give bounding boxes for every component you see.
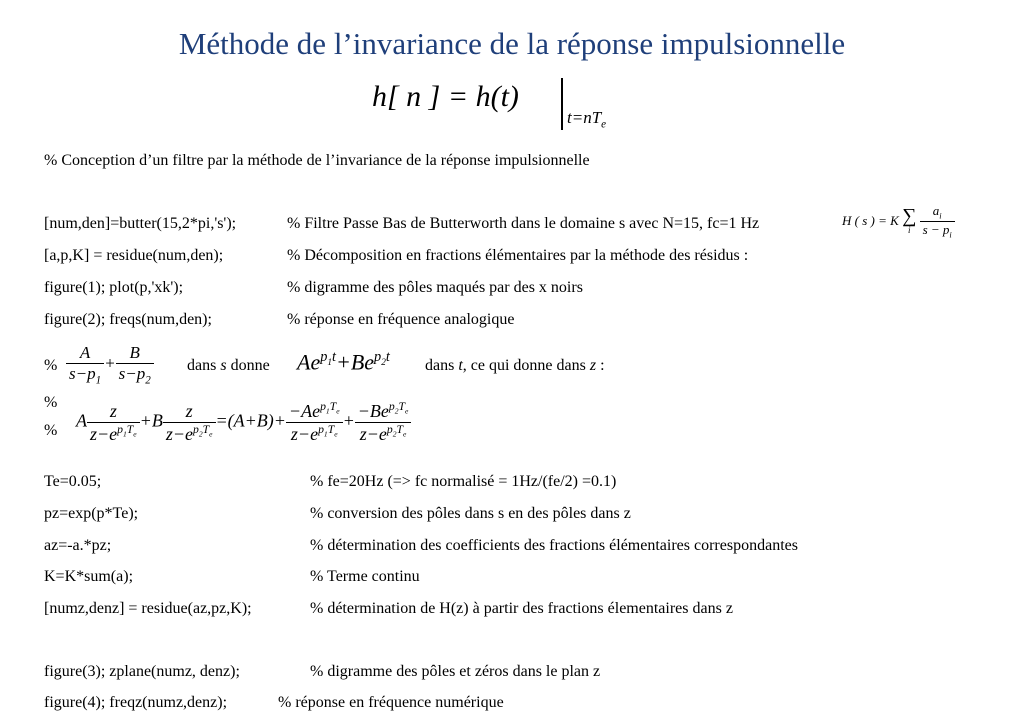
code-comment: % détermination de H(z) à partir des fractions élementaires dans z — [310, 600, 733, 617]
intro-comment: % Conception d’un filtre par la méthode de l’invariance de la réponse impulsionnelle — [44, 152, 590, 169]
code-comment: % fe=20Hz (=> fc normalisé = 1Hz/(fe/2) =0.1) — [310, 473, 617, 490]
code-comment: % Décomposition en fractions élémentaires par la méthode des résidus : — [287, 247, 749, 264]
hs-formula: H ( s ) = K ∑ i $\frac{a_i}{s - p_i}$ — [842, 203, 955, 239]
code-line: figure(3); zplane(numz, denz); — [44, 663, 240, 680]
code-comment: % réponse en fréquence numérique — [278, 694, 504, 711]
header-equation-subscript: $t=nT_e$ — [567, 108, 607, 131]
code-comment: % réponse en fréquence analogique — [287, 311, 515, 328]
code-line: figure(1); plot(p,'xk'); — [44, 279, 184, 296]
code-line: figure(4); freqz(numz,denz); — [44, 694, 228, 711]
code-comment: % digramme des pôles maqués par des x noirs — [287, 279, 583, 296]
code-comment: % digramme des pôles et zéros dans le plan z — [310, 663, 601, 680]
page-title: Méthode de l’invariance de la réponse impulsionnelle — [178, 26, 846, 61]
code-line: K=K*sum(a); — [44, 568, 134, 585]
code-line: [num,den]=butter(15,2*pi,'s'); — [44, 215, 237, 232]
code-comment: % détermination des coefficients des fractions élémentaires correspondantes — [310, 537, 798, 554]
code-line: [numz,denz] = residue(az,pz,K); — [44, 600, 252, 617]
code-comment: % Filtre Passe Bas de Butterworth dans le domaine s avec N=15, fc=1 Hz — [287, 215, 760, 232]
code-line: az=-a.*pz; — [44, 537, 112, 554]
header-equation-lhs: h[ n ] = h(t) — [372, 80, 519, 113]
header-equation — [372, 80, 607, 131]
evaluation-bar — [561, 78, 563, 130]
math-line-2: % — [44, 394, 58, 411]
code-line: [a,p,K] = residue(num,den); — [44, 247, 224, 264]
code-comment: % conversion des pôles dans s en des pôles dans z — [310, 505, 631, 522]
code-comment: % Terme continu — [310, 568, 420, 585]
code-line: pz=exp(p*Te); — [44, 505, 139, 522]
code-line: Te=0.05; — [44, 473, 102, 490]
code-line: figure(2); freqs(num,den); — [44, 311, 212, 328]
